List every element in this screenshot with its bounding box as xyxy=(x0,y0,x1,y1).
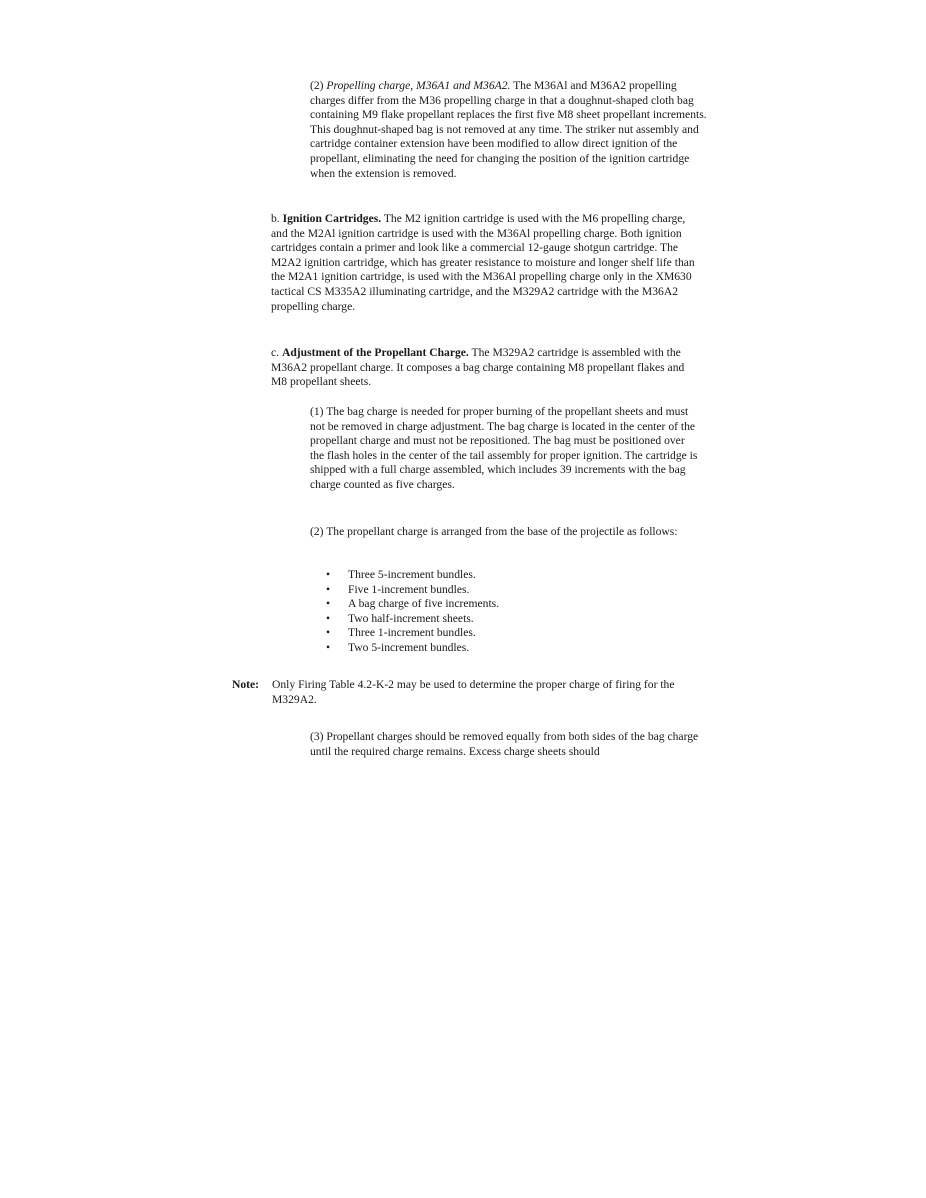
paragraph-bag-charge: (1) The bag charge is needed for proper burning of the propellant sheets and must not be removed in charge adjustment. The bag charge is located in the center of the propellant charge and must not be repositioned. The bag must be positioned over the flash holes in the center of the tail assembly for proper ignition. The cartridge is shipped with a full charge assembled, which includes 39 increments with the bag charge counted as five charges. xyxy=(310,405,698,491)
paragraph-ignition-cartridges xyxy=(271,212,701,314)
paragraph-propelling-charge-m36a1-m36a2 xyxy=(310,79,710,181)
paragraph-body: The M329A2 cartridge is assembled with the M36A2 propellant charge. It composes a bag charge containing M8 propellant flakes and M8 propellant sheets. xyxy=(271,346,685,389)
paragraph-title: Ignition Cartridges. xyxy=(282,212,382,225)
note-label: Note: xyxy=(232,678,260,691)
paragraph-letter: c. xyxy=(271,346,282,359)
paragraph-charge-arrangement: (2) The propellant charge is arranged from the base of the projectile as follows: xyxy=(310,525,678,538)
list-item: • Two 5-increment bundles. xyxy=(326,641,626,656)
paragraph-title: Propelling charge, M36A1 and M36A2. xyxy=(326,79,511,92)
note-text: Only Firing Table 4.2-K-2 may be used to determine the proper charge of firing for the M329A2. xyxy=(272,678,675,706)
paragraph-removal-of-charges: (3) Propellant charges should be removed equally from both sides of the bag charge until the required charge remains. Excess charge sheets should xyxy=(310,730,699,758)
list-item: • Three 5-increment bundles. xyxy=(326,568,626,583)
paragraph-body: The M36Al and M36A2 propelling charges differ from the M36 propelling charge in that a doughnut-shaped cloth bag containing M9 flake propellant replaces the first five M8 sheet propellant increments. This doughnut-shaped bag is not removed at any time. The striker nut assembly and cartridge container extension have been modified to allow direct ignition of the propellant, eliminating the need for changing the position of the ignition cartridge when the extension is removed. xyxy=(310,79,707,180)
paragraph-number: (2) xyxy=(310,79,327,92)
charge-arrangement-list xyxy=(326,568,626,656)
paragraph-title: Adjustment of the Propellant Charge. xyxy=(281,346,469,359)
paragraph-body: The M2 ignition cartridge is used with the M6 propelling charge, and the M2Al ignition cartridge is used with the M36Al propelling charge. Both ignition cartridges contain a primer and look like a commercial 12-gauge shotgun cartridge. The M2A2 ignition cartridge, which has greater resistance to moisture and longer shelf life than the M2A1 ignition cartridge, is used with the M36Al propelling charge only in the XM630 tactical CS M335A2 illuminating cartridge, and the M329A2 cartridge with the M36A2 propelling charge. xyxy=(271,212,695,313)
paragraph-adjustment-of-propellant-charge xyxy=(271,346,701,390)
paragraph-letter: b. xyxy=(271,212,283,225)
list-item: • Two half-increment sheets. xyxy=(326,612,626,627)
list-item: • A bag charge of five increments. xyxy=(326,597,626,612)
note-block xyxy=(232,678,702,707)
list-item: • Three 1-increment bundles. xyxy=(326,626,626,641)
list-item: • Five 1-increment bundles. xyxy=(326,583,626,598)
